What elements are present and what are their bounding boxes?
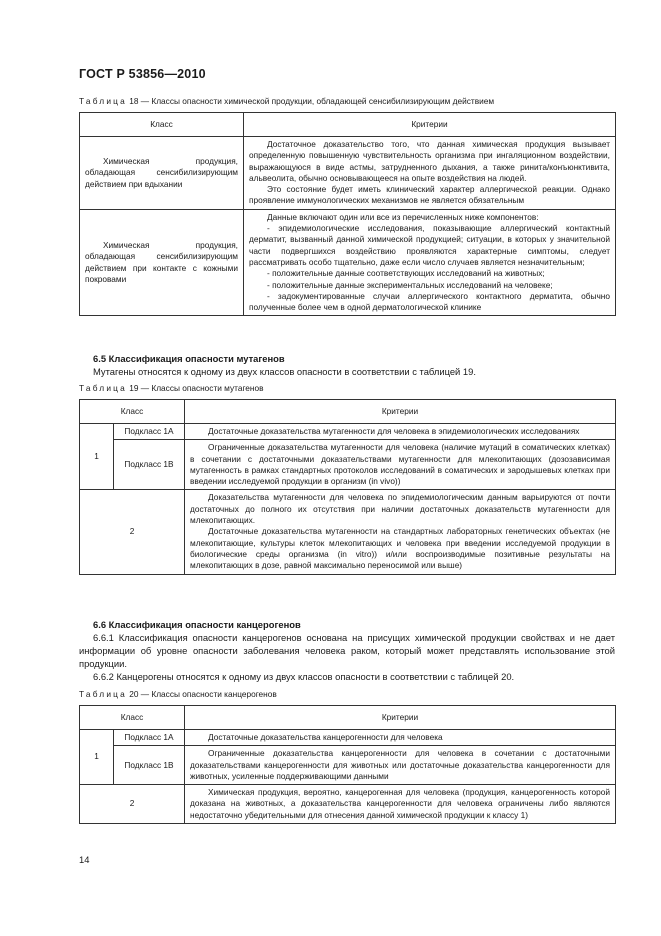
caption-text: 19 — Классы опасности мутагенов xyxy=(126,383,264,393)
class-2-criteria: Химическая продукция, вероятно, канцерогенная для человека (продукция, канцерогенность которой доказана на животных, а доказательства канцерогенности для человека ограничены либо являются недостаточно убедительными для отнесения данной химической продукции к классу 1) xyxy=(185,785,616,824)
subclass-1b-criteria: Ограниченные доказательства канцерогенности для человека в сочетании с достаточными доказательствами канцерогенности для животных или достаточные доказательства канцерогенности для животных, усиленные поддерживающими данными xyxy=(185,746,616,785)
subclass-1a-cell: Подкласс 1А xyxy=(114,424,185,440)
section-text: Мутагены относятся к одному из двух классов опасности в соответствии с таблицей 19. xyxy=(93,366,476,377)
table-20 xyxy=(79,705,616,824)
column-header-criteria: Критерии xyxy=(244,113,616,137)
criteria-paragraph: Достаточное доказательство того, что данная химическая продукция вызывает определенную повышенную чувствительность организма при ингаляционном воздействии, выражающуюся в виде астмы, затрудненного дыхания, а также ринита/конъюнктивита, альвеолита, обычно основывающееся на опыте воздействия на людей. xyxy=(249,139,610,183)
criteria-paragraph: - положительные данные соответствующих исследований на животных; xyxy=(267,268,545,279)
table-19 xyxy=(79,399,616,575)
column-header-class: Класс xyxy=(80,400,185,424)
table-18 xyxy=(79,112,616,316)
caption-text: 20 — Классы опасности канцерогенов xyxy=(126,689,277,699)
column-header-criteria: Критерии xyxy=(185,706,616,730)
column-header-criteria: Критерии xyxy=(185,400,616,424)
criteria-paragraph: Достаточные доказательства мутагенности на стандартных лабораторных генетических объектах (не млекопитающие, культуры клеток млекопитающих и человека при введении исследуемой продукции в биологические среды организма (in vitro)) и/или воспроизводимые позитивные результаты на млекопитающих в дозе, равной максимально переносимой или выше) xyxy=(190,526,610,571)
caption-word: Таблица xyxy=(79,689,127,699)
class-1-cell: 1 xyxy=(80,730,114,785)
column-header-class: Класс xyxy=(80,113,244,137)
criteria-paragraph: Это состояние будет иметь клинический характер аллергической реакции. Однако проявление иммунологических механизмов не является обязательным xyxy=(249,184,610,206)
subclass-1a-criteria: Достаточные доказательства мутагенности для человека в эпидемиологических исследованиях xyxy=(185,424,616,440)
section-6-5 xyxy=(79,352,615,378)
subclass-1a-criteria: Достаточные доказательства канцерогенности для человека xyxy=(185,730,616,746)
criteria-paragraph: Доказательства мутагенности для человека по эпидемиологическим данным варьируются от почти достаточных до полного их отсутствия при наличии достаточных доказательств мутагенности для млекопитающих. xyxy=(190,492,610,526)
caption-text: 18 — Классы опасности химической продукции, обладающей сенсибилизирующим действием xyxy=(126,96,495,106)
section-paragraph: 6.6.2 Канцерогены относятся к одному из двух классов опасности в соответствии с таблицей 20. xyxy=(93,671,515,682)
section-heading: 6.5 Классификация опасности мутагенов xyxy=(93,353,285,364)
class-1-cell: 1 xyxy=(80,424,114,490)
table-18-row-2-class: Химическая продукция, обладающая сенсибилизирующим действием при контакте с кожными покровами xyxy=(80,209,244,316)
criteria-paragraph: - задокументированные случаи аллергического контактного дерматита, обычно полученные более чем в одной дерматологической клинике xyxy=(249,290,610,313)
criteria-paragraph: - положительные данные экспериментальных исследований на человеке; xyxy=(267,279,553,290)
criteria-paragraph: Данные включают один или все из перечисленных ниже компонентов: xyxy=(267,211,539,222)
caption-word: Таблица xyxy=(79,383,127,393)
section-6-6 xyxy=(79,618,615,683)
section-heading: 6.6 Классификация опасности канцерогенов xyxy=(93,619,301,630)
column-header-class: Класс xyxy=(80,706,185,730)
table-18-caption xyxy=(79,96,494,106)
criteria-paragraph: - эпидемиологические исследования, показывающие аллергический контактный дерматит, вызванный данной химической продукцией; ситуации, в которых у значительной части подвергшихся воздействию проявляются характерные симптомы, следует рассматривать особо тщательно, даже если число случаев является незначительным; xyxy=(249,223,610,267)
subclass-1b-criteria: Ограниченные доказательства мутагенности для человека (наличие мутаций в соматических клетках) в сочетании с достаточными доказательствами мутагенности для млекопитающих (дозозависимая мутагенность в рамках стандартных протоколов исследований в соматических и зародышевых клетках при введении исследуемой продукции в организм (in vivo)) xyxy=(185,440,616,490)
subclass-1b-cell: Подкласс 1В xyxy=(114,746,185,785)
table-18-row-1-class: Химическая продукция, обладающая сенсибилизирующим действием при вдыхании xyxy=(80,137,244,210)
table-19-caption xyxy=(79,383,264,393)
table-18-row-1-criteria xyxy=(244,137,616,210)
table-18-row-2-criteria xyxy=(244,209,616,316)
page-number: 14 xyxy=(79,854,90,865)
class-2-cell: 2 xyxy=(80,490,185,574)
table-20-caption xyxy=(79,689,277,699)
subclass-1a-cell: Подкласс 1А xyxy=(114,730,185,746)
caption-word: Таблица xyxy=(79,96,127,106)
document-header: ГОСТ Р 53856—2010 xyxy=(79,67,206,81)
class-2-cell: 2 xyxy=(80,785,185,824)
section-paragraph: 6.6.1 Классификация опасности канцерогенов основана на присущих химической продукции свойствах и не дает информации об уровне опасности заболевания человека раком, который может представлять использование этой продукции. xyxy=(79,632,615,669)
class-2-criteria xyxy=(185,490,616,574)
subclass-1b-cell: Подкласс 1В xyxy=(114,440,185,490)
